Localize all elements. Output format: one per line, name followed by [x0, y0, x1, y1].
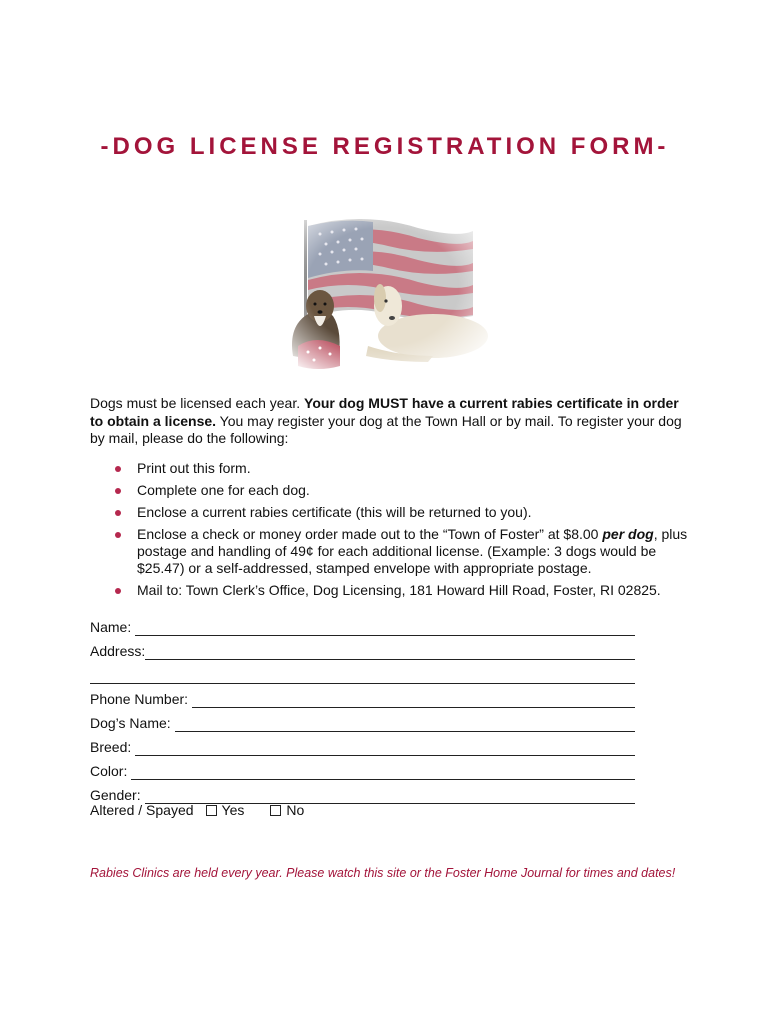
- list-item: [90, 460, 690, 477]
- step-text-continued: , plus postage and handling of 49¢ for each additional license. (Example: 3 dogs would be $25.47) or a self-addressed, stamped envelope with appropriate postage.: [137, 526, 688, 576]
- dog-name-label: Dog’s Name:: [90, 715, 171, 731]
- no-checkbox[interactable]: [270, 805, 281, 816]
- address-row: [90, 636, 635, 660]
- altered-spayed-row: [90, 802, 304, 818]
- color-row: [90, 756, 635, 780]
- list-item: [90, 504, 690, 521]
- name-field[interactable]: [135, 621, 635, 636]
- phone-field[interactable]: [192, 693, 635, 708]
- intro-text-continued: You may register your dog at the Town Hall or by mail. To register your dog by mail, please do the following:: [90, 412, 682, 446]
- per-dog-emphasis: per dog: [602, 526, 654, 542]
- bullet-icon: [115, 466, 121, 472]
- color-field[interactable]: [131, 765, 635, 780]
- breed-field[interactable]: [135, 741, 635, 756]
- form-title: -DOG LICENSE REGISTRATION FORM-: [100, 133, 670, 160]
- name-label: Name:: [90, 619, 132, 635]
- yes-checkbox[interactable]: [206, 805, 217, 816]
- address-label: Address:: [90, 643, 146, 659]
- step-text: Print out this form.: [137, 460, 251, 476]
- bullet-icon: [115, 588, 121, 594]
- step-text: Mail to: Town Clerk’s Office, Dog Licensing, 181 Howard Hill Road, Foster, RI 02825.: [137, 582, 661, 598]
- breed-label: Breed:: [90, 739, 132, 755]
- step-text: Enclose a current rabies certificate (this will be returned to you).: [137, 504, 532, 520]
- list-item: [90, 482, 690, 499]
- rabies-requirement-text: Your dog MUST have a current rabies certificate in order to obtain a license.: [90, 395, 679, 429]
- intro-paragraph: [90, 395, 690, 448]
- step-text: Enclose a check or money order made out to the “Town of Foster” at $8.00: [137, 526, 603, 542]
- step-text: Complete one for each dog.: [137, 482, 310, 498]
- address-field-line-2[interactable]: [90, 669, 635, 684]
- intro-text: Dogs must be licensed each year.: [90, 395, 305, 411]
- yes-label: Yes: [221, 802, 245, 818]
- gender-row: [90, 780, 635, 804]
- registration-fields: [90, 612, 635, 804]
- phone-row: [90, 684, 635, 708]
- gender-label: Gender:: [90, 787, 141, 803]
- bullet-icon: [115, 532, 121, 538]
- address-line-2-row: [90, 660, 635, 684]
- dog-name-field[interactable]: [175, 717, 635, 732]
- name-row: [90, 612, 635, 636]
- instructions-list: [90, 460, 690, 604]
- no-label: No: [286, 802, 305, 818]
- list-item: [90, 526, 690, 577]
- phone-label: Phone Number:: [90, 691, 189, 707]
- flag-and-dogs-illustration: [268, 206, 498, 386]
- list-item: [90, 582, 690, 599]
- address-field[interactable]: [145, 645, 635, 660]
- rabies-clinic-note: Rabies Clinics are held every year. Please watch this site or the Foster Home Journal for times and dates!: [90, 865, 676, 880]
- bullet-icon: [115, 488, 121, 494]
- altered-spayed-label: Altered / Spayed: [90, 802, 194, 818]
- dog-name-row: [90, 708, 635, 732]
- breed-row: [90, 732, 635, 756]
- bullet-icon: [115, 510, 121, 516]
- color-label: Color:: [90, 763, 128, 779]
